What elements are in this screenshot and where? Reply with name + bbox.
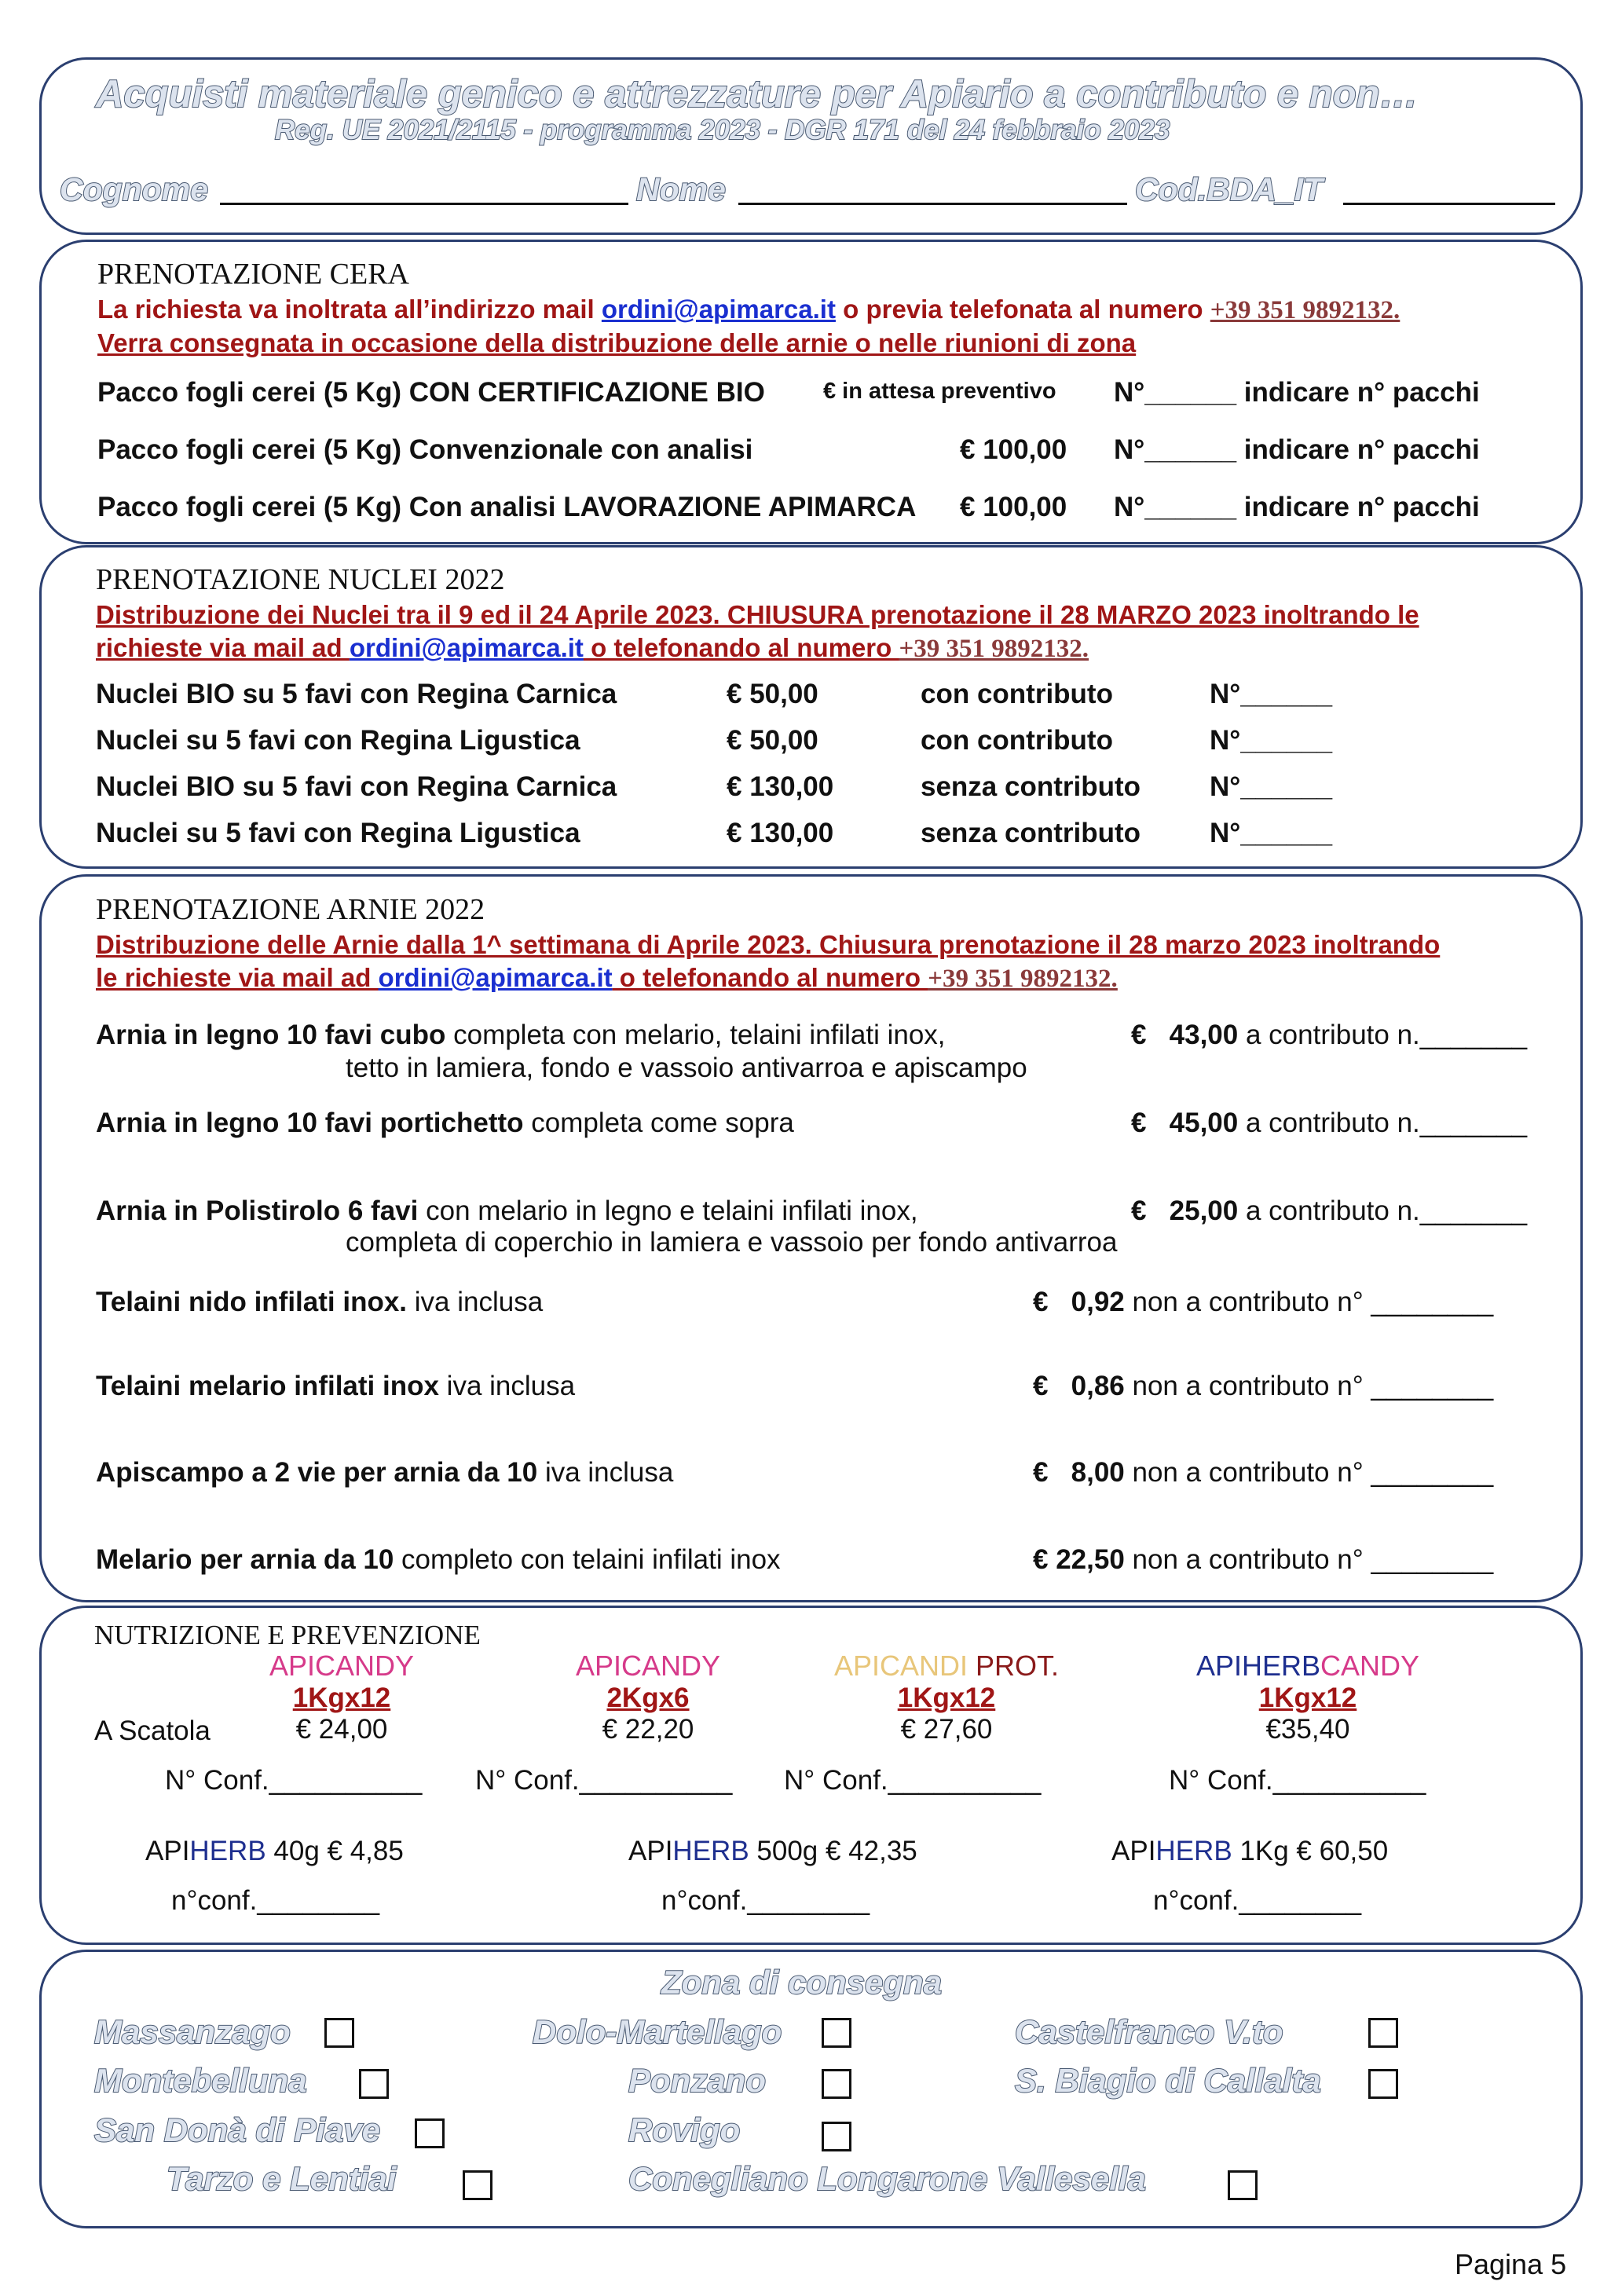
zona-heading: Zona di consegna [661,1964,943,2001]
candy-column [1178,1650,1437,1745]
arnie-note-2: le richieste via mail ad ordini@apimarca.it o telefonando al numero +39 351 9892132. [96,963,1118,993]
nutrizione-heading: NUTRIZIONE E PREVENZIONE [94,1620,481,1650]
nuclei-item-qty[interactable]: N°______ [1210,771,1333,802]
nuclei-item-type: senza contributo [921,771,1141,802]
nome-field[interactable] [738,203,1127,205]
nuclei-email-link[interactable]: ordini@apimarca.it [349,633,584,662]
arnie-item-desc: Melario per arnia da 10 completo con telaini infilati inox [96,1544,781,1575]
nuclei-item-qty[interactable]: N°______ [1210,725,1333,756]
candy-name: APICANDY [269,1650,415,1682]
cera-note-2: Verra consegnata in occasione della distribuzione delle arnie o nelle riunioni di zona [97,328,1137,357]
zona-conegliano: Conegliano Longarone Vallesella [628,2160,1146,2197]
nuclei-item-price: € 130,00 [727,771,834,802]
candy-size: 1Kgx12 [292,1683,391,1713]
cera-email-link[interactable]: ordini@apimarca.it [601,295,836,324]
checkbox-castelfranco[interactable] [1368,2018,1398,2048]
candy-column [220,1650,463,1745]
nuclei-item-type: senza contributo [921,818,1141,848]
apiherb-conf-field[interactable]: n°conf.________ [661,1885,870,1916]
candy-price: € 24,00 [295,1714,388,1745]
candy-name: APIHERBCANDY [1195,1650,1420,1682]
zona-montebelluna: Montebelluna [94,2062,307,2099]
checkbox-dolo-martellago[interactable] [822,2018,851,2048]
zona-ponzano: Ponzano [628,2062,766,2099]
apiherb-500g: APIHERB 500g € 42,35 [628,1836,917,1866]
checkbox-montebelluna[interactable] [359,2069,389,2099]
zona-tarzo: Tarzo e Lentiai [167,2160,397,2197]
candy-conf-field[interactable]: N° Conf.__________ [784,1765,1042,1796]
cera-item-qty[interactable]: N°______ indicare n° pacchi [1114,434,1480,465]
zona-castelfranco: Castelfranco V.to [1015,2013,1283,2050]
apiherb-1kg: APIHERB 1Kg € 60,50 [1111,1836,1389,1866]
checkbox-conegliano[interactable] [1228,2170,1258,2200]
checkbox-san-dona[interactable] [415,2118,445,2148]
candy-column [825,1650,1068,1745]
cera-item-price: € 100,00 [960,434,1067,465]
nuclei-item-name: Nuclei su 5 favi con Regina Ligustica [96,725,580,756]
apiherb-conf-field[interactable]: n°conf.________ [171,1885,380,1916]
candy-price: € 22,20 [602,1714,694,1745]
zona-s-biagio: S. Biagio di Callalta [1015,2062,1321,2099]
arnie-item-price[interactable]: € 45,00 a contributo n._______ [1131,1108,1528,1138]
cognome-label: Cognome [60,171,209,207]
cod-bda-field[interactable] [1343,203,1555,205]
nome-label: Nome [636,171,726,207]
cera-item-name: Pacco fogli cerei (5 Kg) Convenzionale con analisi [97,434,753,465]
nuclei-item-name: Nuclei BIO su 5 favi con Regina Carnica [96,679,617,709]
nuclei-note-1: Distribuzione dei Nuclei tra il 9 ed il 24 Aprile 2023. CHIUSURA prenotazione il 28 MARZO 2023 inoltrando le [96,600,1419,629]
candy-conf-field[interactable]: N° Conf.__________ [1169,1765,1426,1796]
arnie-note-1: Distribuzione delle Arnie dalla 1^ settimana di Aprile 2023. Chiusura prenotazione il 28 marzo 2023 inoltrando [96,930,1441,959]
nuclei-item-type: con contributo [921,725,1113,756]
nuclei-item-qty[interactable]: N°______ [1210,679,1333,709]
cera-item-price: € 100,00 [960,492,1067,522]
arnie-item-price[interactable]: € 0,92 non a contributo n° ________ [1033,1287,1494,1317]
checkbox-rovigo[interactable] [822,2122,851,2151]
apiherb-conf-field[interactable]: n°conf.________ [1153,1885,1362,1916]
arnie-phone-link[interactable]: +39 351 9892132. [928,965,1118,993]
nuclei-phone-link[interactable]: +39 351 9892132. [899,635,1089,663]
nuclei-note-2: richieste via mail ad ordini@apimarca.it o telefonando al numero +39 351 9892132. [96,633,1089,663]
nuclei-heading: PRENOTAZIONE NUCLEI 2022 [96,563,505,596]
candy-price: € 27,60 [900,1714,993,1745]
arnie-item-desc-line2: tetto in lamiera, fondo e vassoio antivarroa e apiscampo [346,1053,1027,1083]
nuclei-item-name: Nuclei BIO su 5 favi con Regina Carnica [96,771,617,802]
checkbox-s-biagio[interactable] [1368,2069,1398,2099]
cera-item-name: Pacco fogli cerei (5 Kg) Con analisi LAVORAZIONE APIMARCA [97,492,917,522]
arnie-item-desc: Telaini melario infilati inox iva inclusa [96,1371,576,1401]
arnie-item-desc: Apiscampo a 2 vie per arnia da 10 iva inclusa [96,1457,674,1488]
form-subtitle: Reg. UE 2021/2115 - programma 2023 - DGR 171 del 24 febbraio 2023 [275,115,1170,145]
arnie-item-price[interactable]: € 43,00 a contributo n._______ [1131,1020,1528,1050]
a-scatola-label: A Scatola [94,1716,211,1746]
candy-column [526,1650,770,1745]
candy-name: APICANDY [575,1650,721,1682]
cognome-field[interactable] [220,203,628,205]
page-number: Pagina 5 [1455,2248,1567,2280]
checkbox-tarzo[interactable] [463,2170,492,2200]
nuclei-item-price: € 130,00 [727,818,834,848]
nuclei-item-qty[interactable]: N°______ [1210,818,1333,848]
candy-name: APICANDI PROT. [833,1650,1060,1682]
arnie-item-desc-line2: completa di coperchio in lamiera e vassoio per fondo antivarroa [346,1227,1118,1258]
apiherb-40g: APIHERB 40g € 4,85 [145,1836,404,1866]
arnie-item-price[interactable]: € 8,00 non a contributo n° ________ [1033,1457,1494,1488]
arnie-item-price[interactable]: € 25,00 a contributo n._______ [1131,1196,1528,1226]
zona-san-dona: San Donà di Piave [94,2111,381,2148]
nuclei-item-price: € 50,00 [727,725,818,756]
candy-size: 2Kgx6 [606,1683,690,1713]
form-title: Acquisti materiale genico e attrezzature per Apiario a contributo e non… [96,73,1419,115]
cera-item-name: Pacco fogli cerei (5 Kg) CON CERTIFICAZIONE BIO [97,377,765,408]
arnie-email-link[interactable]: ordini@apimarca.it [378,963,613,992]
arnie-heading: PRENOTAZIONE ARNIE 2022 [96,893,485,926]
arnie-item-price[interactable]: € 0,86 non a contributo n° ________ [1033,1371,1494,1401]
zona-dolo-martellago: Dolo-Martellago [533,2013,782,2050]
zona-rovigo: Rovigo [628,2111,741,2148]
cera-note-1: La richiesta va inoltrata all’indirizzo mail ordini@apimarca.it o previa telefonata al numero +39 351 9892132. [97,295,1400,324]
candy-size: 1Kgx12 [1258,1683,1357,1713]
checkbox-massanzago[interactable] [324,2018,354,2048]
candy-conf-field[interactable]: N° Conf.__________ [165,1765,423,1796]
nuclei-item-name: Nuclei su 5 favi con Regina Ligustica [96,818,580,848]
zona-massanzago: Massanzago [94,2013,291,2050]
candy-conf-field[interactable]: N° Conf.__________ [475,1765,733,1796]
cera-item-price: € in attesa preventivo [823,379,1056,404]
cera-item-qty[interactable]: N°______ indicare n° pacchi [1114,492,1480,522]
arnie-item-price[interactable]: € 22,50 non a contributo n° ________ [1033,1544,1494,1575]
candy-size: 1Kgx12 [897,1683,996,1713]
checkbox-ponzano[interactable] [822,2069,851,2099]
nuclei-item-price: € 50,00 [727,679,818,709]
cera-heading: PRENOTAZIONE CERA [97,258,409,291]
arnie-item-desc: Telaini nido infilati inox. iva inclusa [96,1287,544,1317]
cod-bda-label: Cod.BDA_IT [1135,171,1324,207]
candy-price: €35,40 [1265,1714,1350,1745]
arnie-item-desc: Arnia in legno 10 favi portichetto completa come sopra [96,1108,794,1138]
arnie-item-desc: Arnia in Polistirolo 6 favi con melario in legno e telaini infilati inox, [96,1196,918,1226]
arnie-item-desc: Arnia in legno 10 favi cubo completa con melario, telaini infilati inox, [96,1020,946,1050]
cera-phone-link[interactable]: +39 351 9892132. [1210,296,1400,324]
cera-item-qty[interactable]: N°______ indicare n° pacchi [1114,377,1480,408]
nuclei-item-type: con contributo [921,679,1113,709]
